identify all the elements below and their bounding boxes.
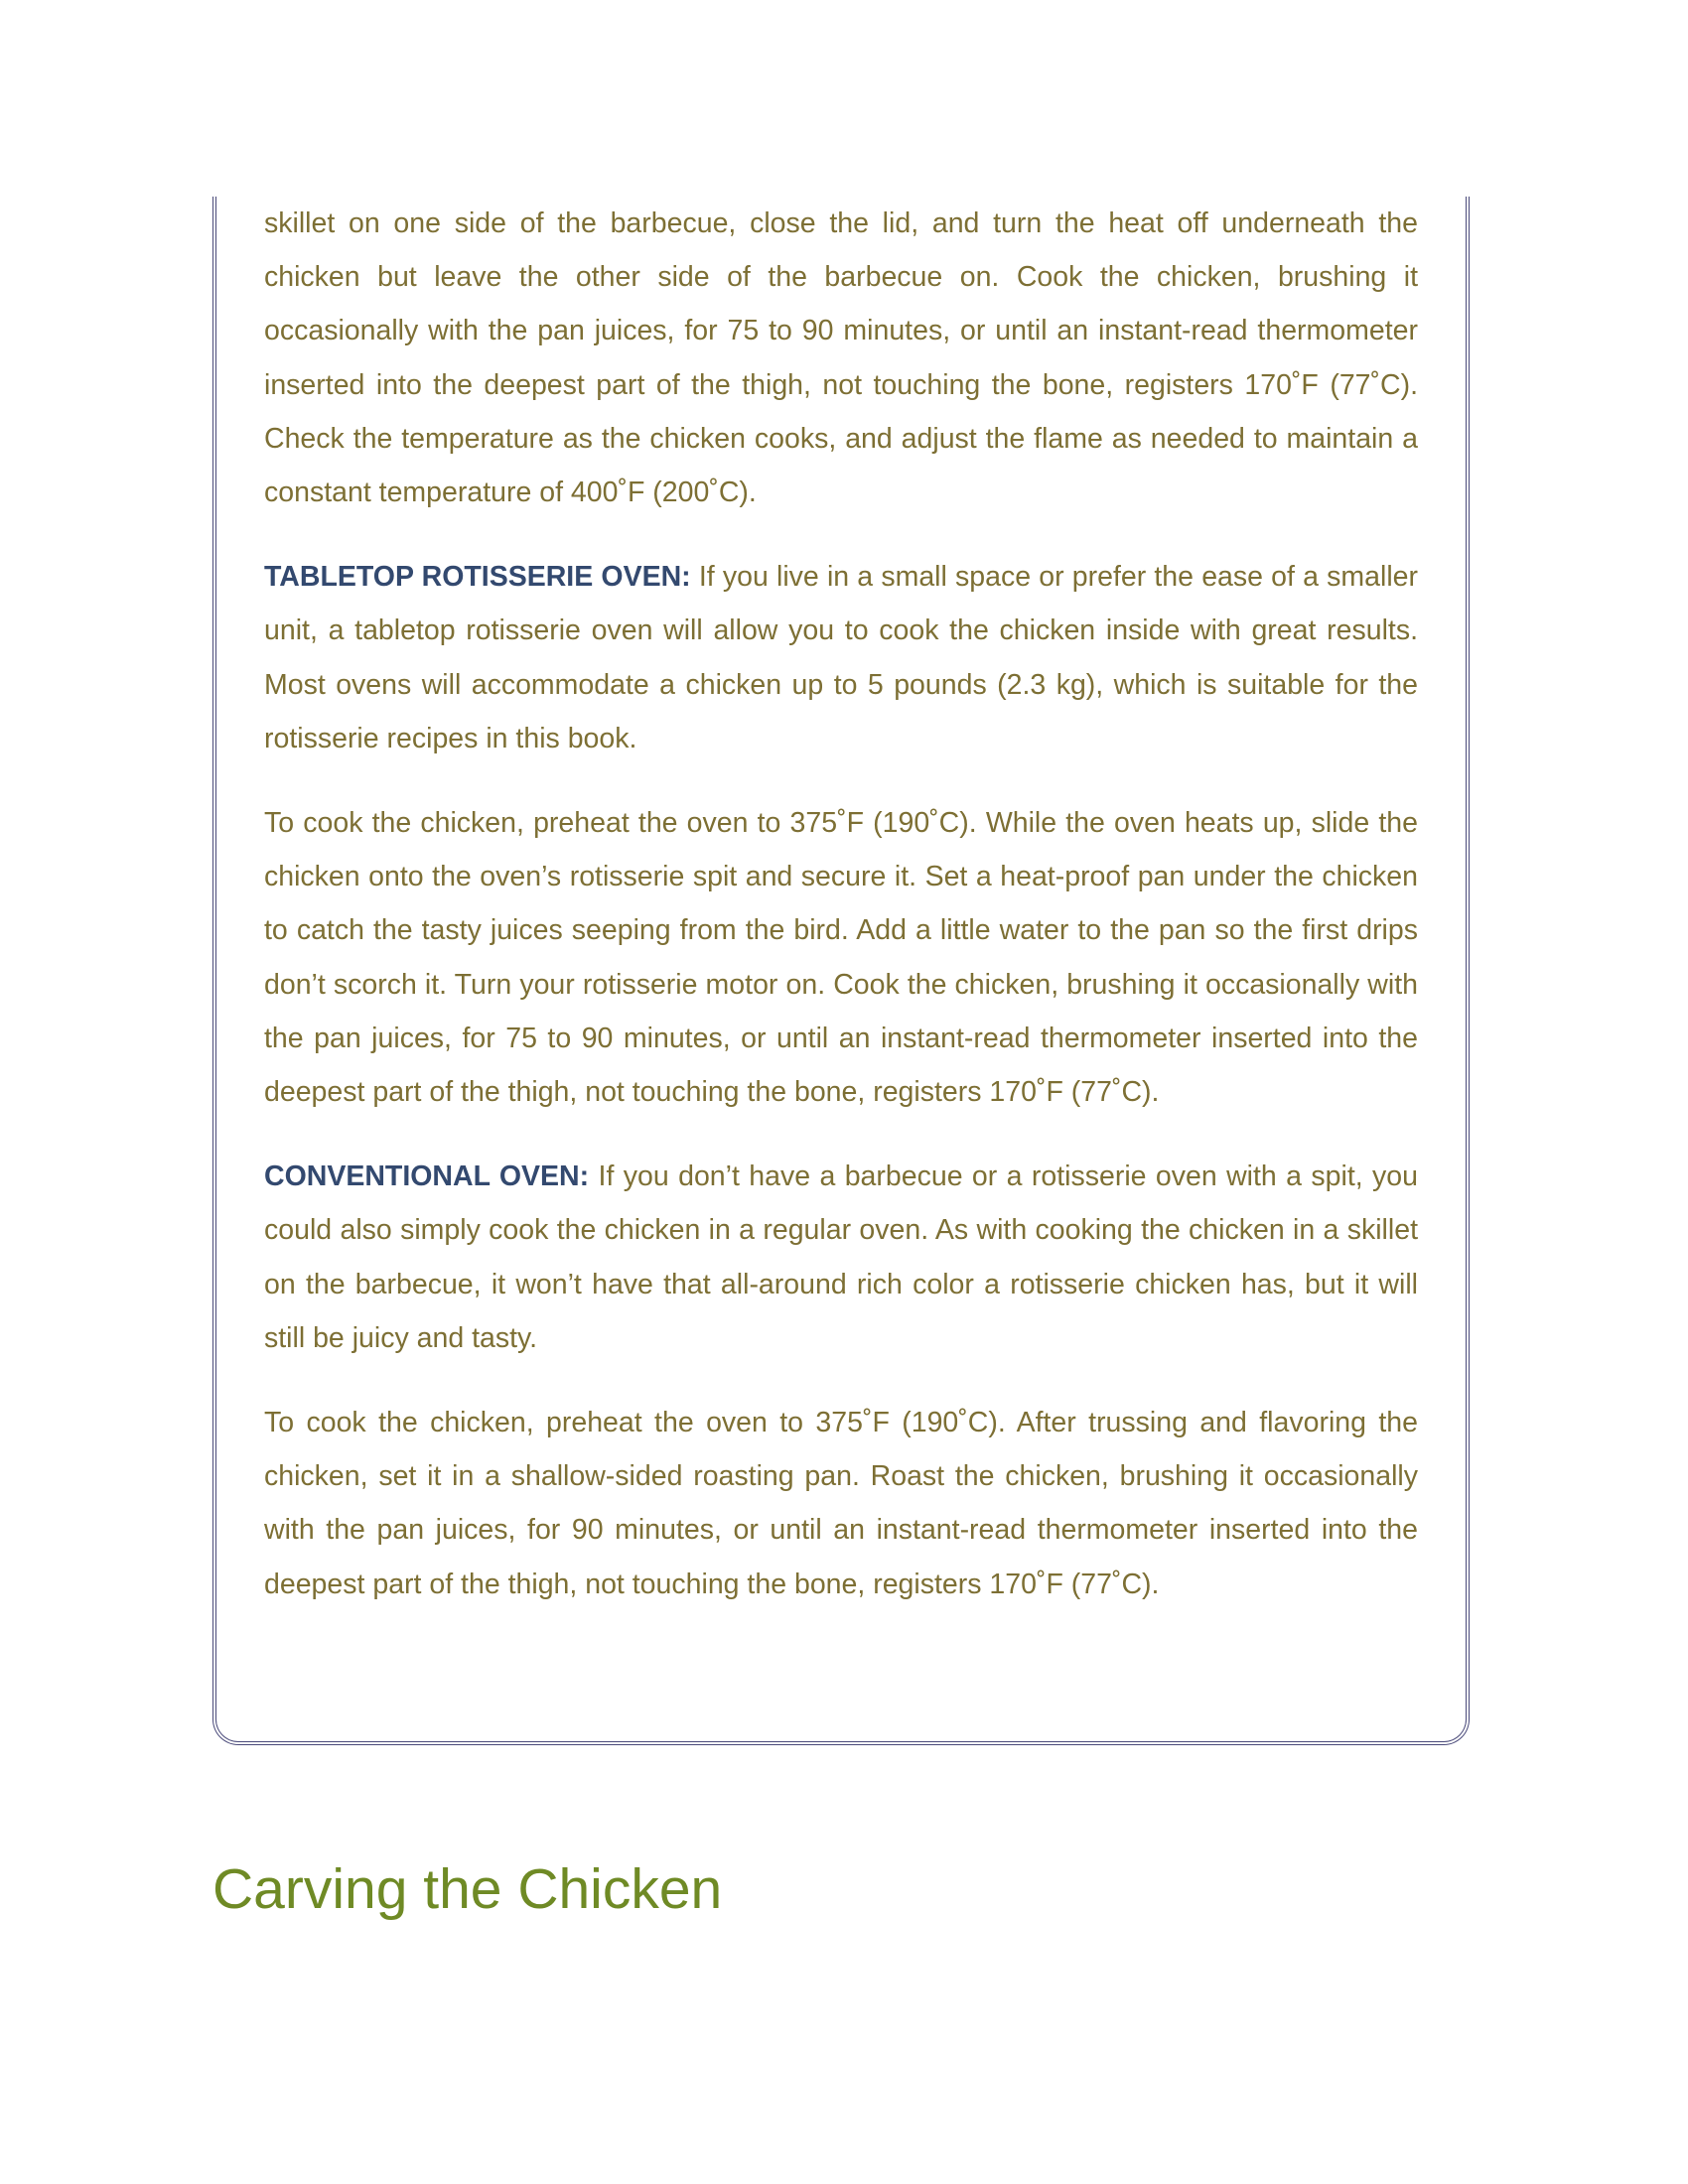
tabletop-rotisserie-paragraph [264,550,1418,765]
conventional-oven-lead: CONVENTIONAL OVEN: [264,1160,590,1193]
conventional-oven-paragraph [264,1150,1418,1365]
tabletop-rotisserie-text: If you live in a small space or prefer the ease of a smaller unit, a tabletop rotisserie oven will allow you to cook the chicken inside with great results. Most ovens will accommodate a chicken up to 5 pounds (2.3 kg), which is suitable for the rotisserie recipes in this book. [264,561,1418,754]
conventional-instructions-paragraph: To cook the chicken, preheat the oven to 375˚F (190˚C). After trussing and flavoring the chicken, set it in a shallow-sided roasting pan. Roast the chicken, brushing it occasionally with the pan juices, for 90 minutes, or until an instant-read thermometer inserted into the deepest part of the thigh, not touching the bone, registers 170˚F (77˚C). [264,1407,1418,1600]
tabletop-instructions-paragraph: To cook the chicken, preheat the oven to 375˚F (190˚C). While the oven heats up, slide the chicken onto the oven’s rotisserie spit and secure it. Set a heat-proof pan under the chicken to catch the tasty juices seeping from the bird. Add a little water to the pan so the first drips don’t scorch it. Turn your rotisserie motor on. Cook the chicken, brushing it occasionally with the pan juices, for 75 to 90 minutes, or until an instant-read thermometer inserted into the deepest part of the thigh, not touching the bone, registers 170˚F (77˚C). [264,807,1418,1109]
sidebar-content [264,197,1418,1642]
barbecue-continuation-paragraph: skillet on one side of the barbecue, close the lid, and turn the heat off underneath the chicken but leave the other side of the barbecue on. Cook the chicken, brushing it occasionally with the pan juices, for 75 to 90 minutes, or until an instant-read thermometer inserted into the deepest part of the thigh, not touching the bone, registers 170˚F (77˚C). Check the temperature as the chicken cooks, and adjust the flame as needed to maintain a constant temperature of 400˚F (200˚C). [264,207,1418,509]
sidebar-box [212,197,1470,1745]
conventional-oven-text: If you don’t have a barbecue or a rotisserie oven with a spit, you could also simply cook the chicken in a regular oven. As with cooking the chicken in a skillet on the barbecue, it won’t have that all-around rich color a rotisserie chicken has, but it will still be juicy and tasty. [264,1160,1418,1354]
section-heading: Carving the Chicken [212,1857,723,1921]
tabletop-rotisserie-lead: TABLETOP ROTISSERIE OVEN: [264,561,691,594]
